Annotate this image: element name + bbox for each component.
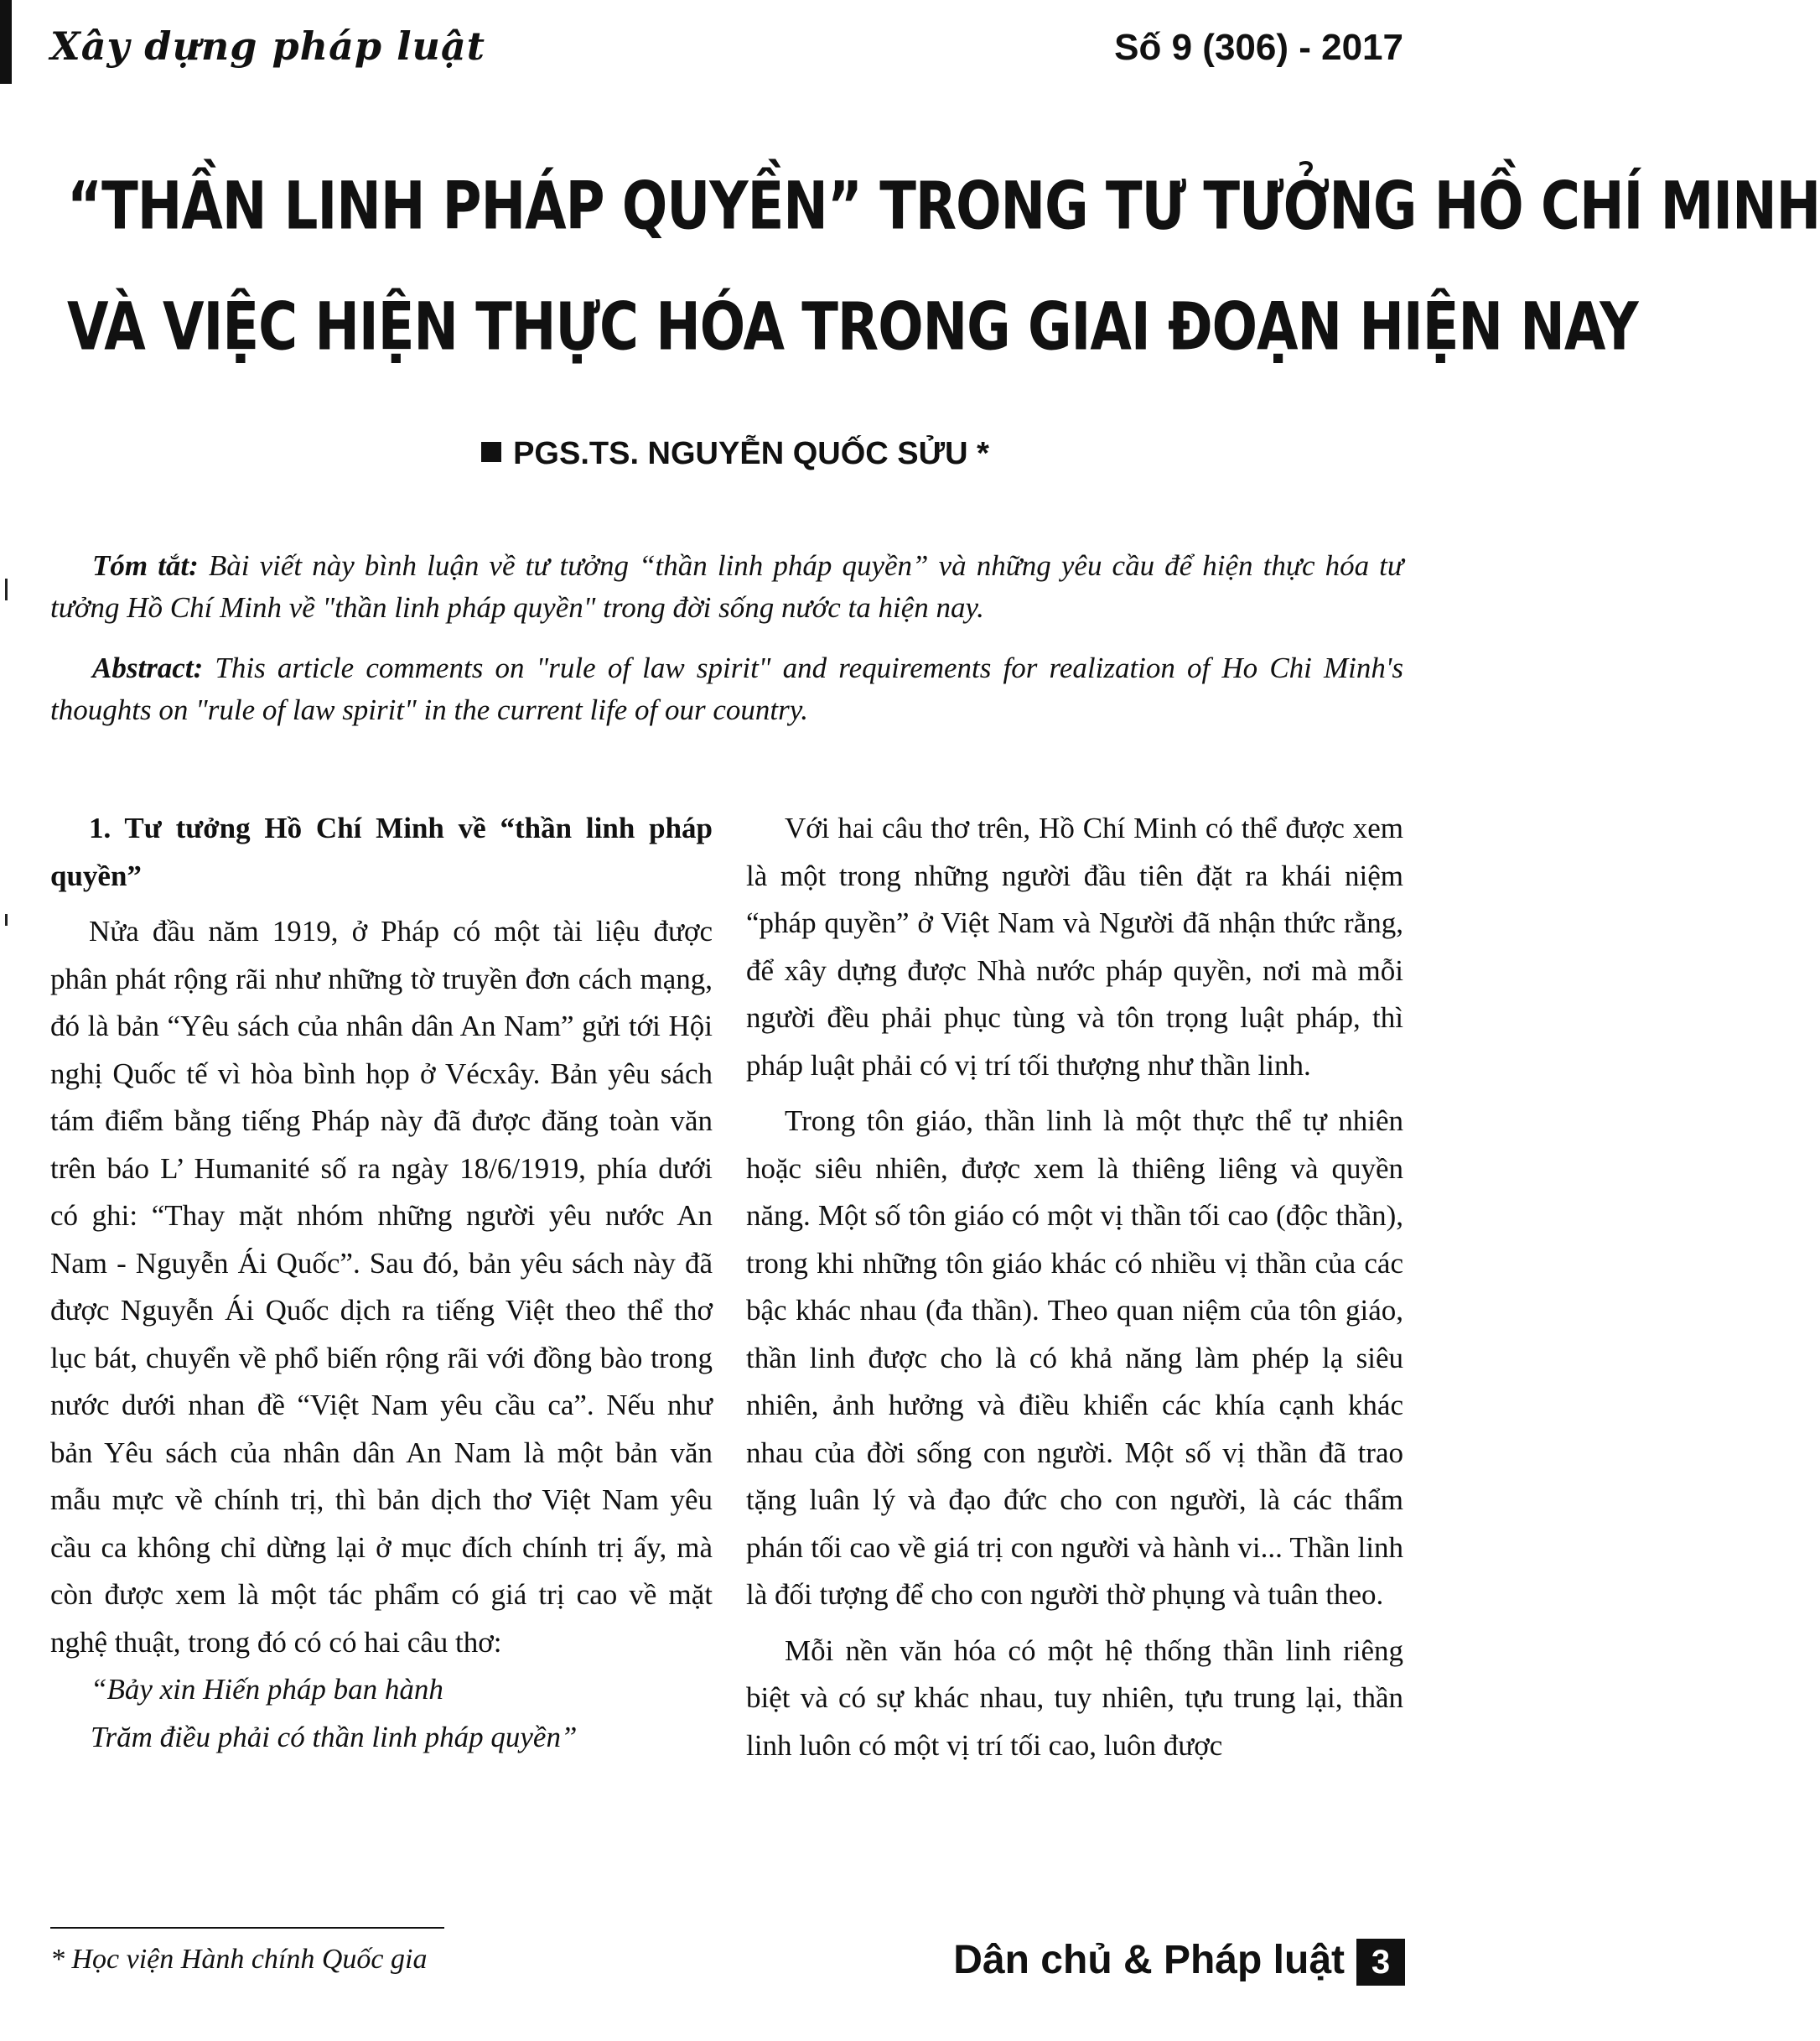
scan-edge-tick bbox=[5, 914, 8, 926]
body-paragraph: Với hai câu thơ trên, Hồ Chí Minh có thể được xem là một trong những người đầu tiên đặt ra khái niệm “pháp quyền” ở Việt Nam và Người đã nhận thức rằng, để xây dựng được Nhà nước pháp quyền, nơi mà mỗi người đều phải phục tùng và tôn trọng luật pháp, thì pháp luật phải có vị trí tối thượng như thần linh. bbox=[746, 812, 1403, 1082]
journal-name: Xây dựng pháp luật bbox=[50, 23, 486, 69]
page-header bbox=[50, 23, 1403, 74]
summary-block bbox=[50, 545, 1403, 750]
body-paragraph: Mỗi nền văn hóa có một hệ thống thần linh riêng biệt và có sự khác nhau, tuy nhiên, tựu trung lại, thần linh luôn có một vị trí tối cao, luôn được bbox=[746, 1633, 1403, 1762]
summary-vi-text: Bài viết này bình luận về tư tưởng “thần linh pháp quyền” và những yêu cầu để hiện thực hóa tư tưởng Hồ Chí Minh về "thần linh pháp quyền" trong đời sống nước ta hiện nay. bbox=[50, 549, 1403, 624]
footnote-divider bbox=[50, 1927, 444, 1929]
footnote: * Học viện Hành chính Quốc gia bbox=[50, 1944, 428, 1975]
verse-line: “Bảy xin Hiến pháp ban hành bbox=[91, 1673, 443, 1706]
article-title-line-1: “THẦN LINH PHÁP QUYỀN” TRONG TƯ TƯỞNG HỒ CHÍ MINH bbox=[67, 169, 1820, 246]
article-title bbox=[67, 147, 1820, 388]
footer-brand: Dân chủ & Pháp luật bbox=[953, 1938, 1345, 1982]
body-paragraph: Nửa đầu năm 1919, ở Pháp có một tài liệu được phân phát rộng rãi như những tờ truyền đơn cách mạng, đó là bản “Yêu sách của nhân dân An Nam” gửi tới Hội nghị Quốc tế vì hòa bình họp ở Vécxây. Bản yêu sách tám điểm bằng tiếng Pháp này đã được đăng toàn văn trên báo L’ Humanité số ra ngày 18/6/1919, phía dưới có ghi: “Thay mặt nhóm những người yêu nước An Nam - Nguyễn Ái Quốc”. Sau đó, bản yêu sách này đã được Nguyễn Ái Quốc dịch ra tiếng Việt theo thể thơ lục bát, chuyển về phổ biến rộng rãi với đồng bào trong nước dưới nhan đề “Việt Nam yêu cầu ca”. Nếu như bản Yêu sách của nhân dân An Nam là một bản văn mẫu mực về chính trị, thì bản dịch thơ Việt Nam yêu cầu ca không chỉ dừng lại ở mục đích chính trị ấy, mà còn được xem là một tác phẩm có giá trị cao về mặt nghệ thuật, trong đó có có hai câu thơ: bbox=[50, 915, 713, 1659]
scan-edge-mark bbox=[0, 0, 12, 84]
issue-number: Số 9 (306) - 2017 bbox=[1114, 27, 1403, 68]
summary-en-label: Abstract: bbox=[92, 652, 204, 684]
section-heading: 1. Tư tưởng Hồ Chí Minh về “thần linh pháp quyền” bbox=[50, 812, 713, 892]
body-paragraph: Trong tôn giáo, thần linh là một thực thể tự nhiên hoặc siêu nhiên, được xem là thiêng liêng và quyền năng. Một số tôn giáo có một vị thần tối cao (độc thần), trong khi những tôn giáo khác có nhiều vị thần của các bậc khác nhau (đa thần). Theo quan niệm của tôn giáo, thần linh được cho là có khả năng làm phép lạ siêu nhiên, ảnh hưởng và điều khiển các khía cạnh khác nhau của đời sống con người. Một số vị thần đã trao tặng luân lý và đạo đức cho con người, là các thẩm phán tối cao về giá trị con người và hành vi... Thần linh là đối tượng để cho con người thờ phụng và tuân theo. bbox=[746, 1104, 1403, 1611]
author-name: PGS.TS. NGUYỄN QUỐC SỬU * bbox=[513, 436, 989, 471]
summary-en-text: This article comments on "rule of law spirit" and requirements for realization of Ho Chi Minh's thoughts on "rule of law spirit" in the current life of our country. bbox=[50, 652, 1404, 726]
summary-vi-label: Tóm tắt: bbox=[92, 549, 199, 582]
summary-vietnamese bbox=[50, 545, 1403, 629]
author-line bbox=[0, 436, 1470, 472]
verse-line: Trăm điều phải có thần linh pháp quyền” bbox=[91, 1720, 578, 1753]
right-column bbox=[746, 805, 1403, 1769]
article-title-line-2: VÀ VIỆC HIỆN THỰC HÓA TRONG GIAI ĐOẠN HIỆN NAY bbox=[67, 289, 1638, 366]
left-column bbox=[50, 805, 713, 1761]
summary-english bbox=[50, 647, 1403, 731]
square-bullet-icon bbox=[481, 442, 501, 462]
scan-edge-tick bbox=[5, 579, 8, 600]
page-number: 3 bbox=[1356, 1939, 1405, 1986]
